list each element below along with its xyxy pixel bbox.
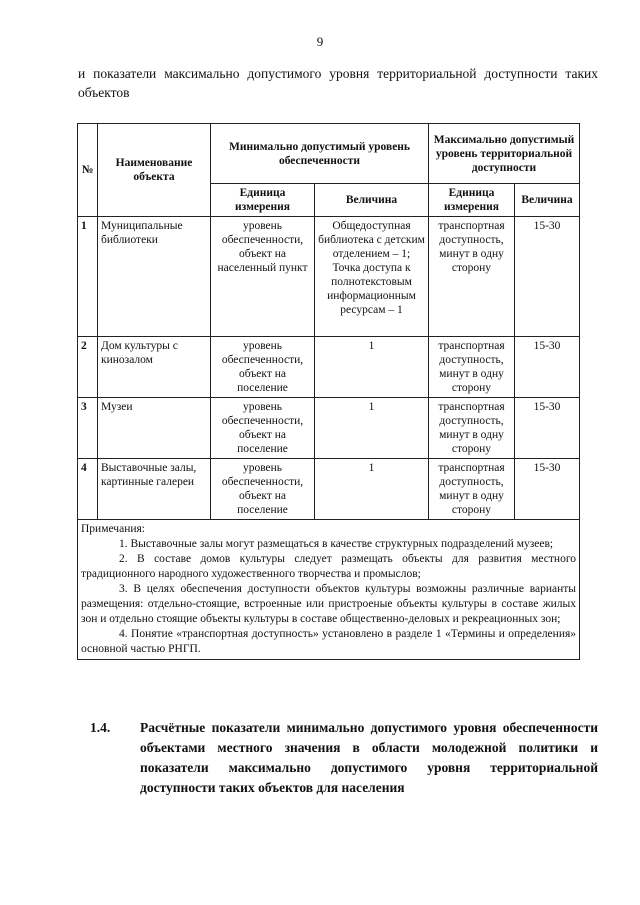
table-row: [78, 398, 580, 459]
note-item: 2. В составе домов культуры следует размещать объекты для развития местного традиционного народного художественного творчества и промыслов;: [81, 553, 577, 580]
row-min-value: Общедоступная библиотека с детским отделением – 1; Точка доступа к полнотекстовым информационным ресурсам – 1: [315, 217, 429, 337]
header-value-2: Величина: [515, 184, 580, 217]
page-number: 9: [316, 34, 324, 49]
section-heading: [90, 718, 598, 798]
header-min-group: Минимально допустимый уровень обеспеченности: [211, 124, 429, 184]
row-min-value: 1: [315, 337, 429, 398]
row-max-unit: транспортная доступность, минут в одну сторону: [429, 398, 515, 459]
row-max-value: 15-30: [515, 398, 580, 459]
row-max-unit: транспортная доступность, минут в одну сторону: [429, 459, 515, 520]
row-max-unit: транспортная доступность, минут в одну сторону: [429, 217, 515, 337]
row-min-unit: уровень обеспеченности, объект на поселение: [211, 398, 315, 459]
row-max-unit: транспортная доступность, минут в одну сторону: [429, 337, 515, 398]
table-row: [78, 217, 580, 337]
row-name: Муниципальные библиотеки: [98, 217, 211, 337]
table-notes: [78, 520, 580, 660]
standards-table: [77, 123, 580, 660]
row-min-value: 1: [315, 398, 429, 459]
row-min-unit: уровень обеспеченности, объект на поселение: [211, 459, 315, 520]
table-row: [78, 459, 580, 520]
note-item: 4. Понятие «транспортная доступность» установлено в разделе 1 «Термины и определения» основной частью РНГП.: [81, 628, 577, 655]
row-num: 2: [78, 337, 98, 398]
notes-title: Примечания:: [81, 523, 145, 535]
row-max-value: 15-30: [515, 459, 580, 520]
header-max-group: Максимально допустимый уровень территориальной доступности: [429, 124, 580, 184]
row-min-unit: уровень обеспеченности, объект на поселение: [211, 337, 315, 398]
row-max-value: 15-30: [515, 217, 580, 337]
row-num: 3: [78, 398, 98, 459]
table-row: [78, 337, 580, 398]
row-max-value: 15-30: [515, 337, 580, 398]
row-name: Музеи: [98, 398, 211, 459]
row-name: Выставочные залы, картинные галереи: [98, 459, 211, 520]
header-unit-2: Единица измерения: [429, 184, 515, 217]
row-num: 4: [78, 459, 98, 520]
header-name: Наименование объекта: [98, 124, 211, 217]
row-min-value: 1: [315, 459, 429, 520]
row-name: Дом культуры с кинозалом: [98, 337, 211, 398]
header-unit: Единица измерения: [211, 184, 315, 217]
header-value: Величина: [315, 184, 429, 217]
section-number: 1.4.: [90, 720, 111, 735]
row-num: 1: [78, 217, 98, 337]
header-num: №: [78, 124, 98, 217]
note-item: 3. В целях обеспечения доступности объектов культуры возможны различные варианты размещения: отдельно-стоящие, встроенные или пристроеные объекты культуры в составе жилых зон и отдельно стоящие объекты культуры в составе общественно-деловых и рекреационных зон;: [81, 583, 577, 625]
intro-text: и показатели максимально допустимого уровня территориальной доступности таких объектов: [78, 66, 598, 100]
note-item: 1. Выставочные залы могут размещаться в качестве структурных подразделений музеев;: [119, 538, 554, 550]
row-min-unit: уровень обеспеченности, объект на населенный пункт: [211, 217, 315, 337]
section-title: Расчётные показатели минимально допустимого уровня обеспеченности объектами местного значения в области молодежной политики и показатели максимально допустимого уровня территориальной доступности таких объектов для населения: [140, 720, 598, 795]
